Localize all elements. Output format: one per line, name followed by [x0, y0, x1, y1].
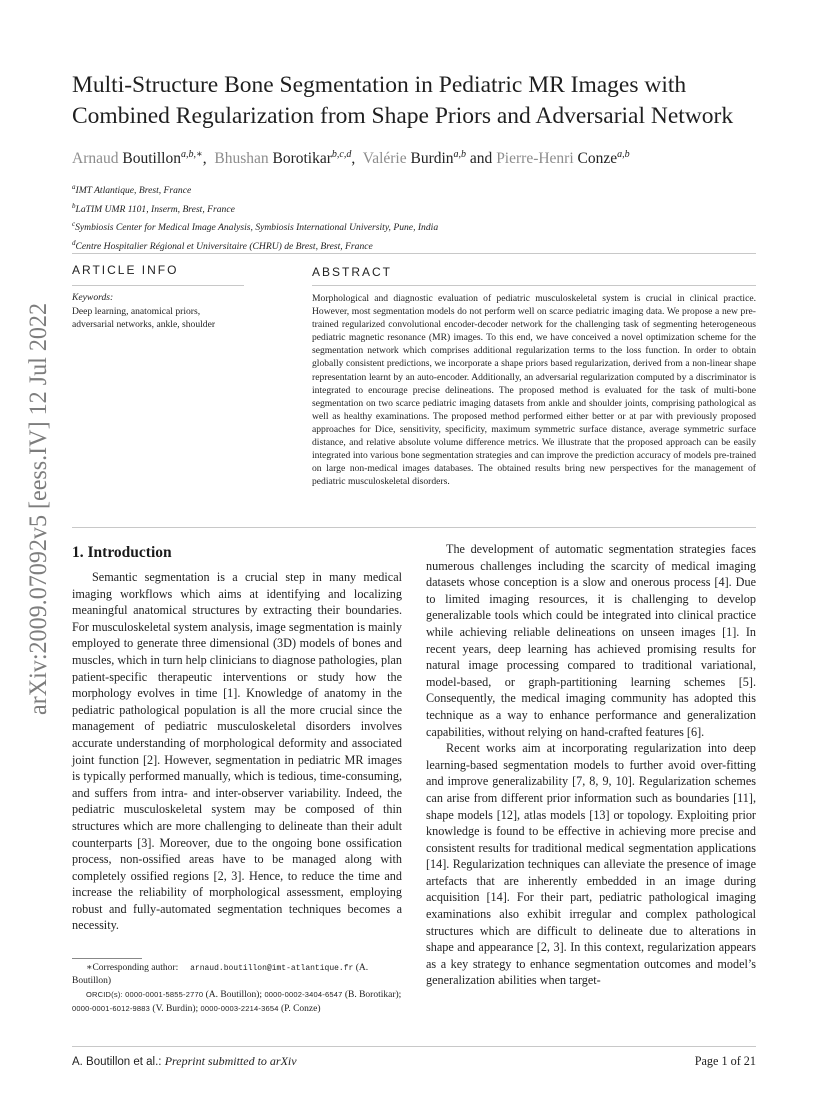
orcid-note: ORCID(s): 0000-0001-5855-2770 (A. Boutillon); 0000-0002-3404-6547 (B. Borotikar); 0000-0001-6012-9883 (V. Burdin); 0000-0003-2214-3654 (P. Conze)	[72, 990, 402, 1014]
orcid-link[interactable]: 0000-0003-2214-3654	[200, 1004, 279, 1013]
abstract-heading: ABSTRACT	[312, 265, 393, 279]
intro-paragraph-2: The development of automatic segmentation strategies faces numerous challenges including the scarcity of medical imaging datasets whose conception is a slow and onerous process [4]. Due to limited imaging resources, it is challenging to develop generalizable tools which could be integrated into clinical practice while achieving reliable delineations on unseen images [1]. In recent years, deep learning has achieved promising results for natural image processing compared to traditional variational, model-based, or graph-partitioning learning schemes [5]. Consequently, the medical imaging community has adopted this technique as a way to enhance performance and generalization capabilities, without relying on hand-crafted features [6].	[426, 542, 756, 739]
affiliation-a: $^a$IMT Atlantique, Brest, France	[72, 183, 192, 197]
corresponding-author-note: ∗Corresponding author: arnaud.boutillon@imt-atlantique.fr (A. Boutillon)	[72, 963, 369, 986]
abstract-rule	[312, 285, 756, 286]
footer-divider	[72, 1046, 756, 1047]
arxiv-identifier	[22, 300, 52, 720]
author-3: Valérie Burdin$^{a,b}$	[362, 149, 467, 168]
footer-running-head: A. Boutillon et al.: Preprint submitted to arXiv	[72, 1054, 297, 1068]
author-1: Arnaud Boutillon$^{a,b,∗}$	[72, 149, 203, 168]
abstract-divider	[72, 527, 756, 528]
email-link[interactable]: arnaud.boutillon@imt-atlantique.fr	[190, 964, 354, 973]
orcid-link[interactable]: 0000-0001-5855-2770	[125, 990, 204, 999]
author-2: Bhushan Borotikar$^{b,c,d}$	[214, 149, 352, 168]
author-list: Arnaud Boutillon$^{a,b,∗}$, Bhushan Borotikar$^{b,c,d}$, Valérie Burdin$^{a,b}$ and Pierre-Henri Conze$^{a,b}$	[72, 149, 630, 168]
affiliation-c: $^c$Symbiosis Center for Medical Image Analysis, Symbiosis International University, Pune, India	[72, 220, 439, 234]
intro-paragraph-1: Semantic segmentation is a crucial step in many medical imaging workflows which aims at identifying and localizing meaningful anatomical structures by extracting their boundaries. For musculoskeletal system analysis, image segmentation is mainly employed to generate three dimensional (3D) models of bones and muscles, which in turn help clinicians to diagnose pathologies, plan patient-specific therapeutic interventions or study how the morphology evolves in time [1]. Knowledge of anatomy in the pediatric pathological population is all the more crucial since the management of pediatric musculoskeletal disorders involves accurate understanding of morphological deformity and associated joint function [2]. However, segmentation in pediatric MR images is typically performed manually, which is tedious, time-consuming, and suffers from intra- and inter-observer variability. Indeed, the pediatric musculoskeletal system may be composed of thin structures which are more challenging to delineate than their adult counterparts [3]. Moreover, due to the ongoing bone ossification process, non-ossified areas have to be managed along with completely ossified regions [2, 3]. Hence, to reduce the time and increase the reliability of morphological assessment, employing robust and fully-automated segmentation techniques becomes a necessity.	[72, 570, 402, 933]
intro-column-right	[426, 541, 756, 989]
arxiv-identifier-text: arXiv:2009.07092v5 [eess.IV] 12 Jul 2022	[25, 300, 52, 715]
abstract-text: Morphological and diagnostic evaluation of pediatric musculoskeletal system is crucial in clinical practice. However, most segmentation models do not perform well on scarce pediatric imaging data. We propose a new pre-trained regularized convolutional encoder-decoder network for the challenging task of segmenting heterogeneous pediatric magnetic resonance (MR) images. To this end, we have conceived a novel optimization scheme for the segmentation network which comprises additional regularization terms to the loss function. In order to obtain globally consistent predictions, we incorporate a shape priors based regularization, derived from a non-linear shape representation learnt by an auto-encoder. Additionally, an adversarial regularization computed by a discriminator is integrated to encourage precise delineations. The proposed method is evaluated for the task of multi-bone segmentation on two scarce pediatric imaging datasets from ankle and shoulder joints, comprising pathological as well as healthy examinations. The proposed method performed either better or at par with previously proposed approaches for Dice, sensitivity, specificity, maximum symmetric surface distance, average symmetric surface distance, and relative absolute volume difference metrics. We illustrate that the proposed approach can be easily integrated into various bone segmentation strategies and can improve the prediction accuracy of models pre-trained on large non-medical images databases. The obtained results bring new perspectives for the management of pediatric musculoskeletal disorders.	[312, 293, 756, 488]
paper-title: Multi-Structure Bone Segmentation in Pediatric MR Images with Combined Regularization from Shape Priors and Adversarial Network	[72, 72, 734, 129]
intro-paragraph-3: Recent works aim at incorporating regularization into deep learning-based segmentation models to further avoid over-fitting and improve generalizability [7, 8, 9, 10]. Regularization schemes can arise from different prior information such as boundaries [11], shape models [12], atlas models [13] or topology. Exploiting prior knowledge is found to be effective in achieving more precise and consistent results for traditional medical segmentation applications [14]. Regularization techniques can alleviate the presence of image artefacts that are inherently embedded in an image during acquisition [14]. For their part, pediatric pathological imaging examinations also exhibit irregular and complex pathological structures which are difficult to delineate due to alterations in shape and appearance [2, 3]. In this context, regularization appears as a key strategy to enhance segmentation outcomes and model’s generalization abilities when target-	[426, 741, 756, 988]
affiliation-d: $^d$Centre Hospitalier Régional et Universitaire (CHRU) de Brest, Brest, France	[72, 239, 373, 253]
page-number: Page 1 of 21	[694, 1054, 756, 1068]
introduction-heading: 1. Introduction	[72, 544, 172, 561]
footnote-rule	[72, 958, 142, 959]
footnotes	[72, 962, 404, 1016]
article-info-rule	[72, 285, 244, 286]
affiliation-list	[72, 180, 792, 255]
affiliation-b: $^b$LaTIM UMR 1101, Inserm, Brest, France	[72, 201, 235, 215]
header-divider	[72, 253, 756, 254]
keywords-text: Deep learning, anatomical priors, adversarial networks, ankle, shoulder	[72, 306, 216, 330]
article-info-heading: ARTICLE INFO	[72, 263, 179, 277]
orcid-link[interactable]: 0000-0002-3404-6547	[264, 990, 343, 999]
orcid-link[interactable]: 0000-0001-6012-9883	[72, 1004, 151, 1013]
keywords-label: Keywords:	[72, 292, 114, 303]
author-4: Pierre-Henri Conze$^{a,b}$	[496, 149, 630, 168]
author-conjunction: and	[469, 150, 493, 168]
intro-column-left	[72, 569, 402, 934]
